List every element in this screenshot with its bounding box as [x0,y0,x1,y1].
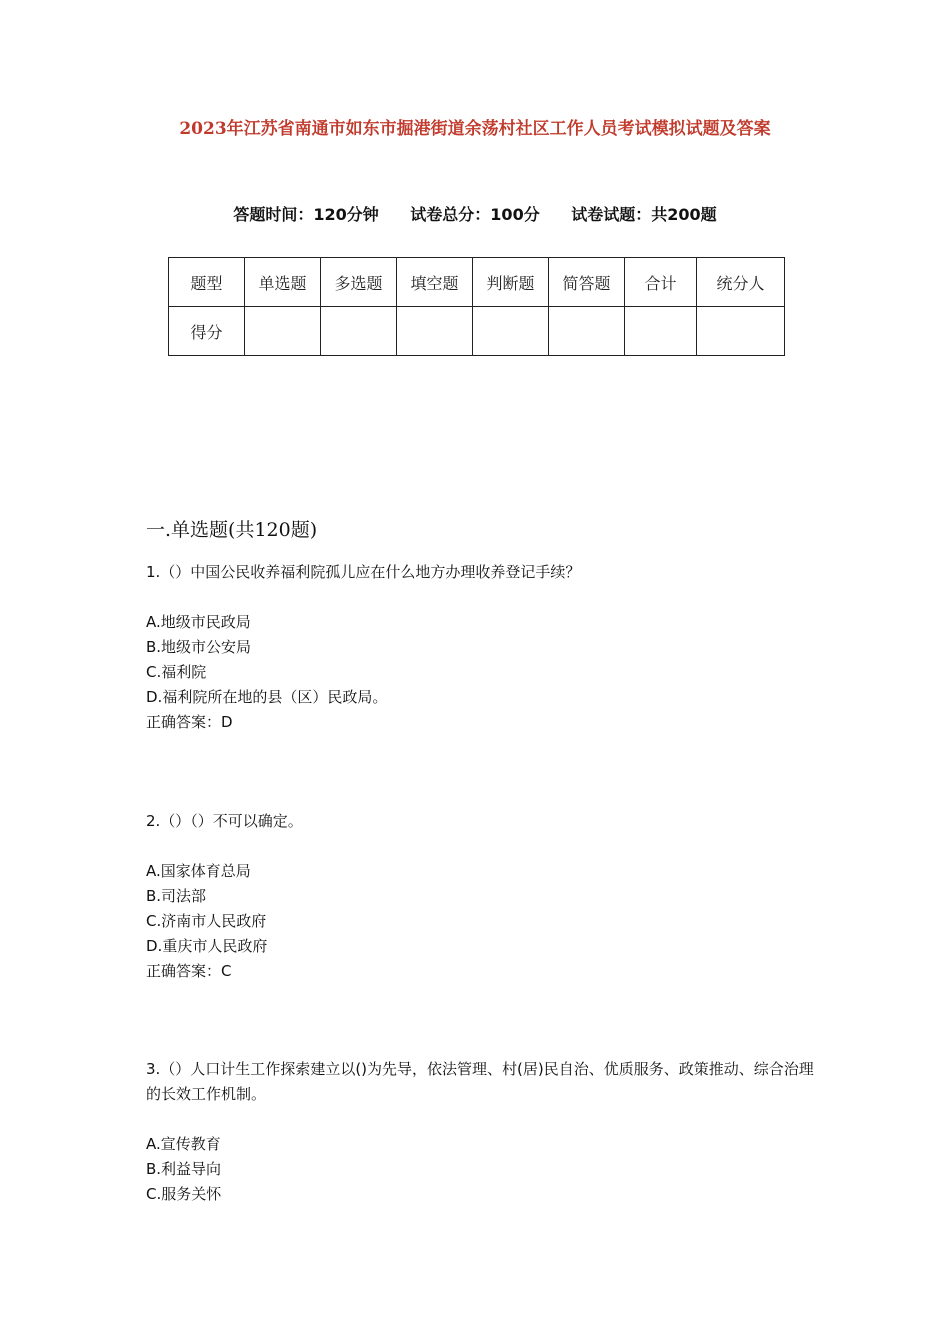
question-1 [146,560,814,735]
exam-time: 答题时间：120分钟 [233,205,379,224]
score-table [168,257,785,356]
score-cell [245,307,321,356]
score-header-cell: 合计 [625,258,697,307]
score-header-cell: 简答题 [549,258,625,307]
score-cell [549,307,625,356]
question-option: A.地级市民政局 [146,613,251,631]
score-header-cell: 填空题 [397,258,473,307]
question-option: B.利益导向 [146,1160,222,1178]
question-option: D.福利院所在地的县（区）民政局。 [146,688,388,706]
question-option: B.地级市公安局 [146,638,252,656]
question-answer: 正确答案：D [146,713,233,731]
score-header-cell: 判断题 [473,258,549,307]
score-header-cell: 单选题 [245,258,321,307]
question-stem: 2.（）（）不可以确定。 [146,812,303,830]
question-answer: 正确答案：C [146,962,232,980]
question-option: D.重庆市人民政府 [146,937,268,955]
question-option: C.济南市人民政府 [146,912,267,930]
exam-meta [0,202,950,225]
question-2 [146,809,814,984]
question-option: C.福利院 [146,663,207,681]
question-stem: 1.（）中国公民收养福利院孤儿应在什么地方办理收养登记手续？ [146,563,581,581]
question-option: B.司法部 [146,887,207,905]
score-header-cell: 题型 [169,258,245,307]
score-header-cell: 统分人 [697,258,785,307]
score-cell [473,307,549,356]
score-cell [321,307,397,356]
score-table-header-row [169,258,785,307]
question-option: C.服务关怀 [146,1185,222,1203]
score-cell [697,307,785,356]
score-cell [397,307,473,356]
question-3 [146,1057,814,1207]
question-stem: 3.（）人口计生工作探索建立以()为先导，依法管理、村(居)民自治、优质服务、政策推动、综合治理的长效工作机制。 [146,1060,814,1103]
document-title: 2023年江苏省南通市如东市掘港街道余荡村社区工作人员考试模拟试题及答案 [179,119,771,139]
score-header-cell: 多选题 [321,258,397,307]
score-table-score-row [169,307,785,356]
question-option: A.宣传教育 [146,1135,221,1153]
score-row-label: 得分 [169,307,245,356]
section-title: 一.单选题(共120题) [146,519,318,541]
exam-question-count: 试卷试题：共200题 [571,205,717,224]
question-option: A.国家体育总局 [146,862,251,880]
exam-total-score: 试卷总分：100分 [410,205,540,224]
score-cell [625,307,697,356]
